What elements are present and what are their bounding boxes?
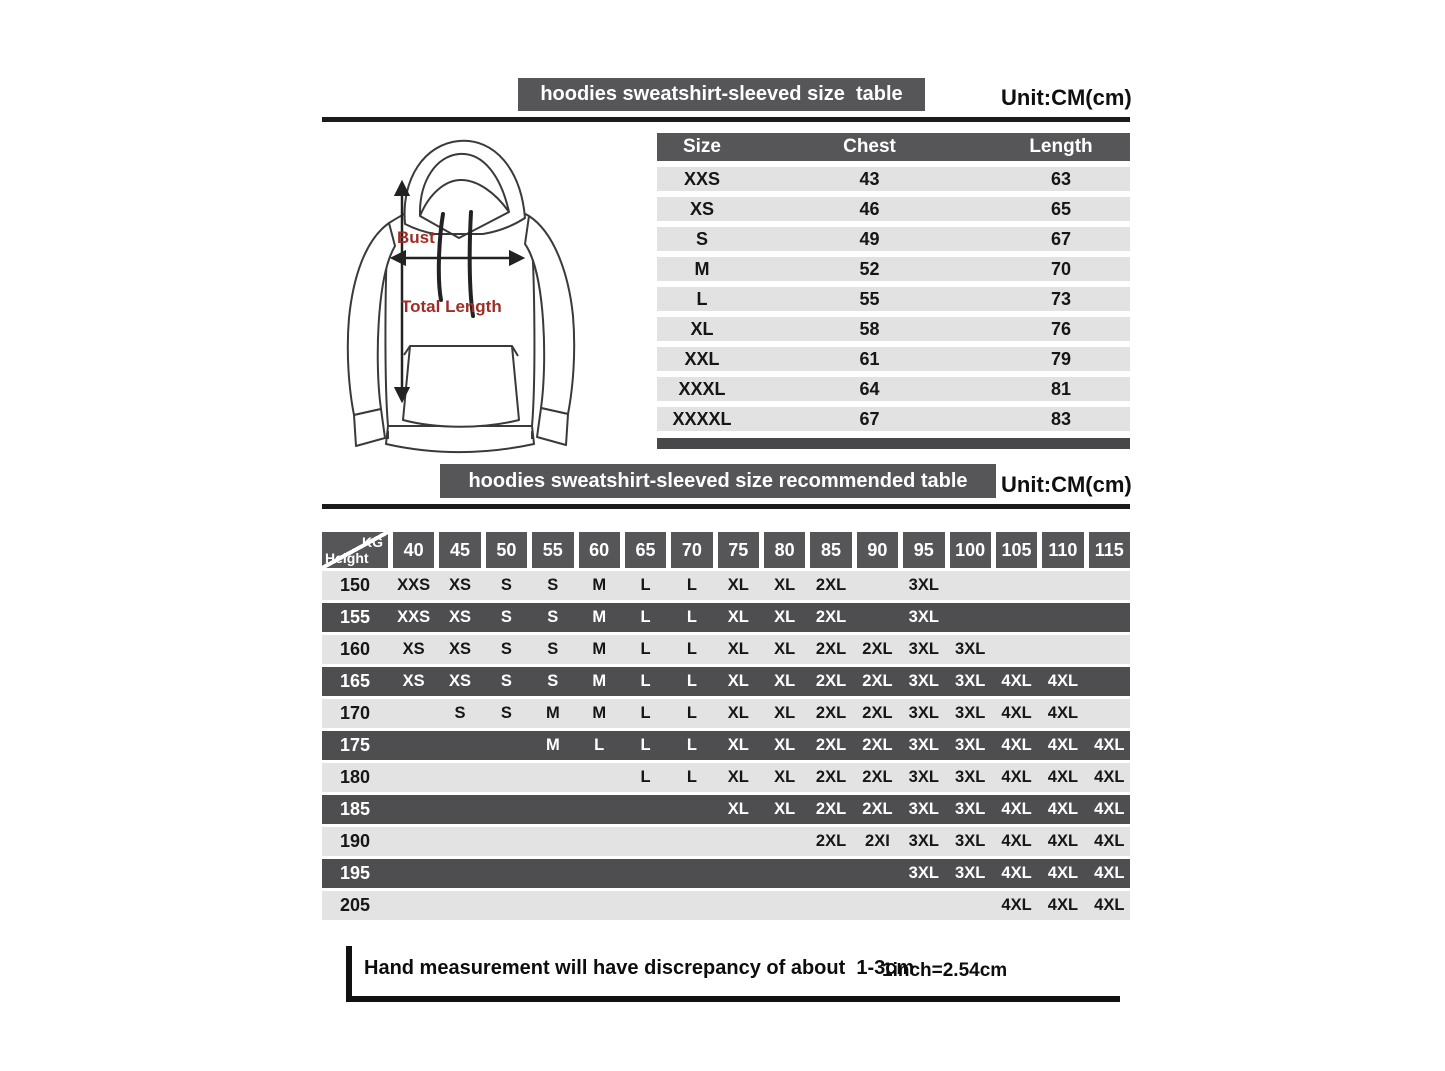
matrix-cell: 4XL xyxy=(1094,768,1125,786)
measurement-discrepancy-note: Hand measurement will have discrepancy of about 1-3cm xyxy=(364,957,915,979)
size-table-header-size: Size xyxy=(682,136,722,157)
matrix-cell: XS xyxy=(449,672,472,690)
matrix-cell: M xyxy=(545,736,560,754)
matrix-cell: 2XL xyxy=(815,768,847,786)
size-table-cell: 55 xyxy=(859,289,880,309)
size-table-row xyxy=(657,257,1130,281)
matrix-cell: 4XL xyxy=(1047,832,1079,850)
matrix-cell: XL xyxy=(774,672,796,690)
section2-title: hoodies sweatshirt-sleeved size recommended table xyxy=(468,469,968,492)
matrix-cell: 2XL xyxy=(815,704,847,722)
matrix-cell: 3XL xyxy=(955,768,986,786)
matrix-cell: 4XL xyxy=(1047,896,1079,914)
weight-header-105: 105 xyxy=(996,532,1037,568)
size-table-cell: 63 xyxy=(1050,169,1072,189)
size-table-cell: XXXXL xyxy=(672,409,732,429)
matrix-cell: 4XL xyxy=(1094,736,1125,754)
weight-header-40: 40 xyxy=(393,532,434,568)
size-table-cell: 65 xyxy=(1050,199,1072,219)
size-table-body xyxy=(657,167,1130,431)
matrix-row-175 xyxy=(322,731,1130,760)
matrix-cell: 4XL xyxy=(1094,832,1125,850)
matrix-cell: S xyxy=(454,704,466,722)
matrix-cell: 4XL xyxy=(1047,704,1079,722)
matrix-cell: 2XL xyxy=(815,736,847,754)
matrix-cell: 2XL xyxy=(815,832,847,850)
weight-header-90: 90 xyxy=(857,532,898,568)
size-table-cell: 52 xyxy=(859,259,880,279)
weight-header-115: 115 xyxy=(1089,532,1130,568)
matrix-cell: 4XL xyxy=(1047,768,1079,786)
size-table-cell: 79 xyxy=(1050,349,1072,369)
section1-divider-rule xyxy=(322,117,1130,122)
weight-header-85: 85 xyxy=(810,532,851,568)
matrix-cell: L xyxy=(686,640,697,658)
matrix-cell: M xyxy=(592,640,607,658)
size-table-cell: 81 xyxy=(1050,379,1072,399)
matrix-cell: 3XL xyxy=(955,736,986,754)
matrix-row-165 xyxy=(322,667,1130,696)
section1-title: hoodies sweatshirt-sleeved size table xyxy=(540,83,903,105)
matrix-cell: 2XI xyxy=(865,832,890,850)
height-label: 205 xyxy=(339,895,371,915)
size-table-cell: 43 xyxy=(859,169,880,189)
matrix-cell: 2XL xyxy=(815,576,847,594)
matrix-cell: M xyxy=(592,576,607,594)
matrix-cell: M xyxy=(592,608,607,626)
matrix-cell: XL xyxy=(727,576,749,594)
hoodie-outline-svg xyxy=(325,128,610,458)
matrix-cell: S xyxy=(500,576,512,594)
matrix-row-190 xyxy=(322,827,1130,856)
size-table-cell: 58 xyxy=(859,319,880,339)
matrix-cell: XL xyxy=(727,736,749,754)
matrix-cell: 4XL xyxy=(1047,736,1079,754)
matrix-cell: S xyxy=(500,608,512,626)
matrix-cell: 4XL xyxy=(1001,704,1032,722)
matrix-cell: XS xyxy=(449,576,472,594)
size-table-cell: 70 xyxy=(1050,259,1072,279)
matrix-cell: S xyxy=(500,640,512,658)
matrix-cell: 4XL xyxy=(1094,800,1125,818)
matrix-cell: 3XL xyxy=(908,864,939,882)
matrix-row-160 xyxy=(322,635,1130,664)
matrix-cell: XL xyxy=(774,640,796,658)
matrix-cell: S xyxy=(547,640,559,658)
matrix-cell: 2XL xyxy=(862,800,893,818)
height-label: 150 xyxy=(339,575,371,595)
matrix-cell: 3XL xyxy=(955,832,986,850)
section2-unit-label: Unit:CM(cm) xyxy=(1001,472,1132,497)
matrix-cell: L xyxy=(686,608,697,626)
matrix-cell: L xyxy=(640,672,651,690)
bust-label: Bust xyxy=(397,228,435,247)
size-table-cell: 67 xyxy=(1050,229,1072,249)
matrix-row-155 xyxy=(322,603,1130,632)
section2-title-bar xyxy=(440,464,996,498)
matrix-cell: 4XL xyxy=(1001,832,1032,850)
recommended-size-matrix xyxy=(322,532,1130,920)
size-table-row xyxy=(657,287,1130,311)
matrix-cell: 4XL xyxy=(1001,672,1032,690)
matrix-cell: XL xyxy=(727,768,749,786)
height-label: 180 xyxy=(339,767,371,787)
size-table-cell: 67 xyxy=(859,409,880,429)
size-table-row xyxy=(657,197,1130,221)
matrix-cell: 4XL xyxy=(1001,896,1032,914)
weight-header-70: 70 xyxy=(671,532,712,568)
weight-header-80: 80 xyxy=(764,532,805,568)
matrix-cell: 4XL xyxy=(1094,896,1125,914)
footer-bottom-rule xyxy=(346,996,1120,1002)
weight-header-55: 55 xyxy=(532,532,573,568)
matrix-cell: 4XL xyxy=(1047,864,1079,882)
size-table-cell: 64 xyxy=(859,379,880,399)
matrix-cell: L xyxy=(686,576,697,594)
matrix-cell: 2XL xyxy=(862,736,893,754)
size-table-bottom-bar xyxy=(657,438,1130,449)
size-table-cell: XS xyxy=(689,199,714,219)
matrix-row-150 xyxy=(322,571,1130,600)
size-table-cell: 46 xyxy=(859,199,880,219)
matrix-cell: XL xyxy=(774,800,796,818)
size-table-cell: S xyxy=(695,229,708,249)
matrix-cell: 4XL xyxy=(1094,864,1125,882)
size-table-cell: 73 xyxy=(1050,289,1072,309)
matrix-cell: 3XL xyxy=(955,704,986,722)
matrix-cell: 4XL xyxy=(1001,736,1032,754)
height-label: 175 xyxy=(339,735,371,755)
matrix-cell: 3XL xyxy=(955,672,986,690)
matrix-cell: XL xyxy=(727,800,749,818)
section1-title-bar xyxy=(518,78,925,111)
matrix-cell: 3XL xyxy=(908,576,939,594)
height-label: 160 xyxy=(339,639,371,659)
matrix-cell: S xyxy=(500,672,512,690)
matrix-cell: 4XL xyxy=(1001,768,1032,786)
size-table-cell: 61 xyxy=(859,349,880,369)
matrix-cell: L xyxy=(686,672,697,690)
size-table-row xyxy=(657,227,1130,251)
matrix-cell: 3XL xyxy=(908,672,939,690)
total-length-label: Total Length xyxy=(401,297,502,316)
matrix-cell: XL xyxy=(727,704,749,722)
matrix-cell: 2XL xyxy=(862,704,893,722)
height-label: 195 xyxy=(339,863,371,883)
matrix-cell: 3XL xyxy=(955,864,986,882)
matrix-cell: 3XL xyxy=(908,768,939,786)
matrix-cell: L xyxy=(640,736,651,754)
matrix-corner-cell xyxy=(322,532,388,568)
matrix-cell: XL xyxy=(727,640,749,658)
matrix-cell: M xyxy=(592,704,607,722)
inch-conversion-note: 1inch=2.54cm xyxy=(882,960,1008,981)
hoodie-measurement-diagram xyxy=(325,128,610,458)
matrix-cell: XL xyxy=(774,768,796,786)
size-table-cell: XXXL xyxy=(678,379,726,399)
weight-header-50: 50 xyxy=(486,532,527,568)
matrix-cell: S xyxy=(547,576,559,594)
footer-left-bar xyxy=(346,946,352,998)
matrix-cell: 3XL xyxy=(908,704,939,722)
height-label: 190 xyxy=(339,831,371,851)
matrix-row-170 xyxy=(322,699,1130,728)
matrix-cell: 2XL xyxy=(815,672,847,690)
size-table-cell: L xyxy=(696,289,708,309)
matrix-cell: L xyxy=(640,704,651,722)
height-label: 155 xyxy=(339,607,371,627)
matrix-cell: XL xyxy=(774,608,796,626)
size-table-row xyxy=(657,167,1130,191)
matrix-cell: 3XL xyxy=(955,800,986,818)
matrix-cell: L xyxy=(686,704,697,722)
matrix-cell: XXS xyxy=(397,608,431,626)
matrix-cell: L xyxy=(640,576,651,594)
weight-header-110: 110 xyxy=(1042,532,1083,568)
matrix-cell: XXS xyxy=(397,576,431,594)
section1-unit-label: Unit:CM(cm) xyxy=(1001,85,1132,110)
matrix-cell: 3XL xyxy=(908,608,939,626)
matrix-cell: 2XL xyxy=(815,608,847,626)
matrix-cell: XL xyxy=(774,736,796,754)
matrix-header-row xyxy=(322,532,1130,568)
matrix-cell: S xyxy=(547,608,559,626)
matrix-row-195 xyxy=(322,859,1130,888)
matrix-cell: S xyxy=(500,704,512,722)
weight-header-60: 60 xyxy=(579,532,620,568)
size-table-row xyxy=(657,347,1130,371)
size-table xyxy=(657,133,1130,449)
matrix-cell: L xyxy=(594,736,605,754)
weight-header-100: 100 xyxy=(950,532,991,568)
matrix-cell: XS xyxy=(402,640,425,658)
matrix-cell: XL xyxy=(774,704,796,722)
matrix-cell: 3XL xyxy=(908,800,939,818)
matrix-cell: 4XL xyxy=(1001,800,1032,818)
matrix-cell: XS xyxy=(402,672,425,690)
size-table-cell: 76 xyxy=(1050,319,1072,339)
matrix-row-180 xyxy=(322,763,1130,792)
matrix-cell: M xyxy=(592,672,607,690)
section2-divider-rule xyxy=(322,504,1130,509)
matrix-cell: XL xyxy=(727,672,749,690)
matrix-cell: 2XL xyxy=(862,672,893,690)
size-table-row xyxy=(657,317,1130,341)
size-table-cell: XXL xyxy=(684,349,720,369)
size-table-cell: M xyxy=(694,259,710,279)
matrix-cell: 2XL xyxy=(862,640,893,658)
weight-header-95: 95 xyxy=(903,532,944,568)
weight-header-45: 45 xyxy=(439,532,480,568)
matrix-cell: L xyxy=(686,768,697,786)
corner-kg-label: KG xyxy=(362,534,383,550)
matrix-cell: 2XL xyxy=(815,640,847,658)
matrix-row-205 xyxy=(322,891,1130,920)
weight-header-75: 75 xyxy=(718,532,759,568)
height-label: 170 xyxy=(339,703,371,723)
matrix-cell: S xyxy=(547,672,559,690)
height-label: 165 xyxy=(339,671,371,691)
size-table-cell: XL xyxy=(690,319,714,339)
matrix-cell: XS xyxy=(449,608,472,626)
matrix-cell: XL xyxy=(727,608,749,626)
height-label: 185 xyxy=(339,799,371,819)
matrix-cell: M xyxy=(545,704,560,722)
matrix-cell: 3XL xyxy=(955,640,986,658)
matrix-cell: XS xyxy=(449,640,472,658)
size-table-cell: 49 xyxy=(859,229,880,249)
size-table-header-length: Length xyxy=(1029,136,1093,157)
size-table-cell: 83 xyxy=(1050,409,1072,429)
matrix-cell: 2XL xyxy=(815,800,847,818)
weight-header-65: 65 xyxy=(625,532,666,568)
matrix-body xyxy=(322,571,1130,920)
matrix-cell: 2XL xyxy=(862,768,893,786)
matrix-cell: L xyxy=(640,768,651,786)
matrix-cell: L xyxy=(640,640,651,658)
size-table-row xyxy=(657,377,1130,401)
matrix-cell: 4XL xyxy=(1047,800,1079,818)
matrix-cell: XL xyxy=(774,576,796,594)
matrix-row-185 xyxy=(322,795,1130,824)
matrix-cell: 3XL xyxy=(908,832,939,850)
size-table-header-row xyxy=(657,133,1130,161)
corner-height-label: Height xyxy=(325,550,369,566)
matrix-cell: L xyxy=(686,736,697,754)
matrix-cell: 3XL xyxy=(908,736,939,754)
matrix-cell: 4XL xyxy=(1047,672,1079,690)
matrix-cell: 4XL xyxy=(1001,864,1032,882)
matrix-cell: L xyxy=(640,608,651,626)
size-table-cell: XXS xyxy=(683,169,721,189)
matrix-cell: 3XL xyxy=(908,640,939,658)
size-table-header-chest: Chest xyxy=(843,136,896,157)
size-table-row xyxy=(657,407,1130,431)
